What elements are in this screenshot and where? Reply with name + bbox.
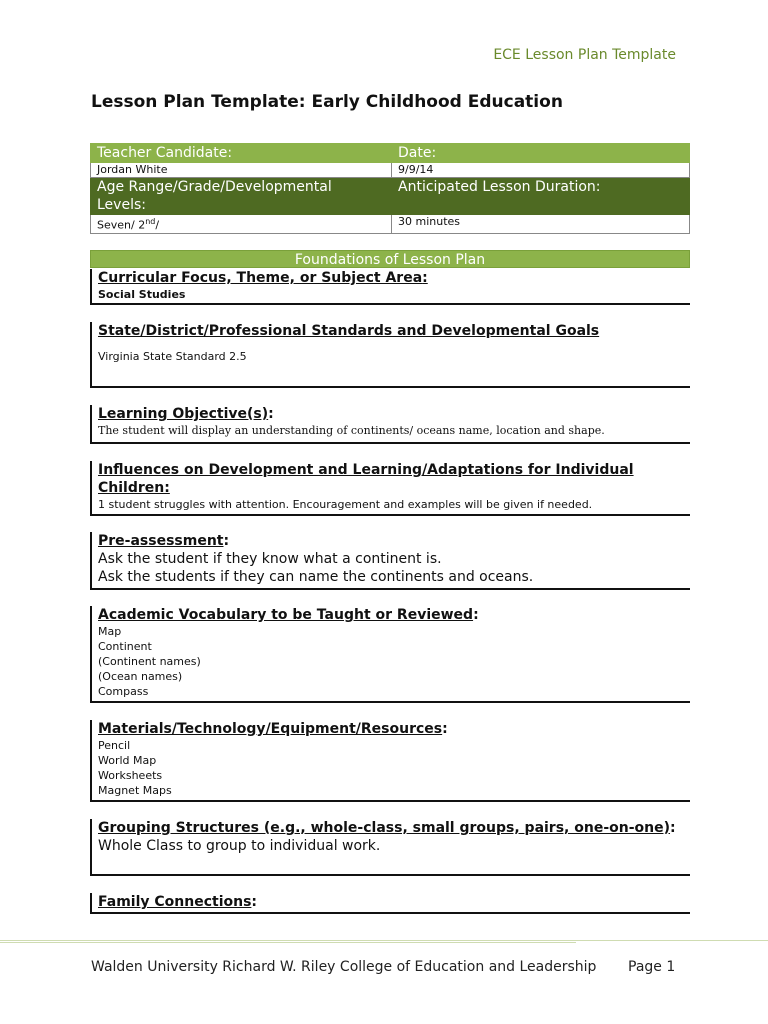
section-learning-objectives [90, 405, 690, 444]
teacher-candidate-value: Jordan White [91, 163, 392, 178]
section-grouping [90, 819, 690, 876]
influences-value: 1 student struggles with attention. Encouragement and examples will be given if needed. [98, 498, 593, 511]
section-label: Academic Vocabulary to be Taught or Reviewed: [98, 607, 479, 623]
section-label: Pre-assessment: [98, 533, 230, 549]
pre-assessment-line: Ask the student if they know what a continent is. [98, 551, 442, 567]
section-label: Family Connections: [98, 894, 258, 910]
running-header: ECE Lesson Plan Template [493, 47, 676, 63]
footer-divider [0, 940, 768, 941]
section-pre-assessment [90, 532, 690, 590]
age-range-suffix: / [155, 218, 160, 232]
curricular-focus-value: Social Studies [98, 288, 186, 301]
list-item: (Ocean names) [98, 670, 183, 683]
list-item: Pencil [98, 739, 131, 752]
section-label: Learning Objective(s): [98, 406, 274, 422]
teacher-candidate-label: Teacher Candidate: [91, 144, 392, 163]
footer-divider-secondary [0, 942, 576, 943]
age-range-value [91, 215, 392, 234]
section-materials [90, 720, 690, 802]
curricular-focus-label: Curricular Focus, Theme, or Subject Area [98, 270, 423, 286]
info-table [90, 143, 690, 234]
date-label: Date: [392, 144, 690, 163]
section-label: Curricular Focus, Theme, or Subject Area: [98, 270, 428, 286]
section-label [98, 322, 690, 340]
list-item: Map [98, 625, 122, 638]
list-item: Magnet Maps [98, 784, 172, 797]
pre-assessment-value [98, 550, 690, 586]
grouping-label: Grouping Structures (e.g., whole-class, small groups, pairs, one-on-one) [98, 820, 671, 836]
influences-label: Influences on Development and Learning/Adaptations for Individual Children: [98, 462, 634, 496]
list-item: World Map [98, 754, 157, 767]
pre-assessment-label: Pre-assessment [98, 533, 224, 549]
date-value: 9/9/14 [392, 163, 690, 178]
section-label [98, 461, 688, 497]
section-label: Materials/Technology/Equipment/Resources: [98, 721, 448, 737]
section-standards [90, 322, 690, 388]
list-item: Continent [98, 640, 152, 653]
vocabulary-list [98, 624, 690, 699]
duration-value: 30 minutes [392, 215, 690, 234]
materials-label: Materials/Technology/Equipment/Resources [98, 721, 443, 737]
list-item: Worksheets [98, 769, 163, 782]
list-item: Compass [98, 685, 149, 698]
ordinal-suffix: nd [145, 217, 156, 226]
section-influences [90, 461, 690, 516]
duration-label: Anticipated Lesson Duration: [392, 178, 690, 215]
section-label: Grouping Structures (e.g., whole-class, small groups, pairs, one-on-one): [98, 820, 676, 836]
pre-assessment-line: Ask the students if they can name the continents and oceans. [98, 569, 534, 585]
age-range-label: Age Range/Grade/Developmental Levels: [91, 178, 392, 215]
learning-objectives-label: Learning Objective(s) [98, 406, 269, 422]
family-connections-label: Family Connections [98, 894, 252, 910]
page-number: Page 1 [628, 959, 676, 975]
page-title: Lesson Plan Template: Early Childhood Education [91, 92, 563, 112]
standards-value: Virginia State Standard 2.5 [98, 350, 247, 363]
materials-list [98, 738, 690, 798]
age-range-text: Seven/ 2 [97, 218, 146, 232]
section-vocabulary [90, 606, 690, 703]
list-item: (Continent names) [98, 655, 201, 668]
section-curricular-focus [90, 269, 690, 305]
vocabulary-label: Academic Vocabulary to be Taught or Reviewed [98, 607, 474, 623]
standards-label: State/District/Professional Standards and Developmental Goals [98, 323, 600, 339]
section-family-connections [90, 893, 690, 914]
grouping-value: Whole Class to group to individual work. [98, 838, 381, 854]
footer-institution: Walden University Richard W. Riley College of Education and Leadership [91, 959, 597, 975]
foundations-heading: Foundations of Lesson Plan [90, 250, 690, 268]
learning-objectives-value: The student will display an understanding of continents/ oceans name, location and shape. [98, 424, 605, 437]
